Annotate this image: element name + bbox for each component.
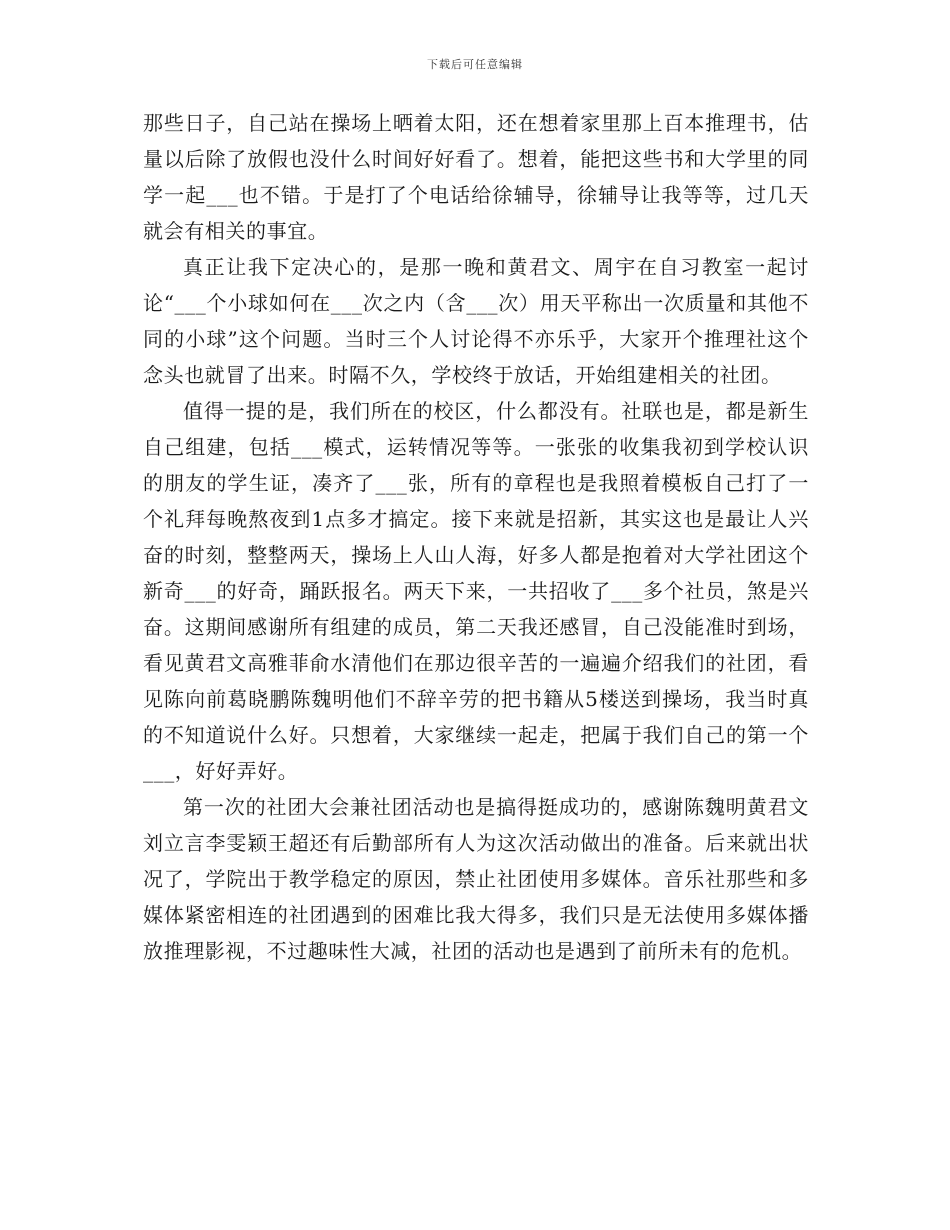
- page-header: 下载后可任意编辑: [427, 58, 523, 71]
- document-body: [143, 105, 809, 969]
- paragraph-3: 值得一提的是，我们所在的校区，什么都没有。社联也是，都是新生自己组建，包括___模式，运转情况等等。一张张的收集我初到学校认识的朋友的学生证，凑齐了___张，所有的章程也是我照着模板自己打了一个礼拜每晚熬夜到1点多才搞定。接下来就是招新，其实这也是最让人兴奋的时刻，整整两天，操场上人山人海，好多人都是抱着对大学社团这个新奇___的好奇，踊跃报名。两天下来，一共招收了___多个社员，煞是兴奋。这期间感谢所有组建的成员，第二天我还感冒，自己没能准时到场，看见黄君文高雅菲俞水清他们在那边很辛苦的一遍遍介绍我们的社团，看见陈向前葛晓鹏陈魏明他们不辞辛劳的把书籍从5楼送到操场，我当时真的不知道说什么好。只想着，大家继续一起走，把属于我们自己的第一个___，好好弄好。: [143, 399, 809, 783]
- paragraph-1: 那些日子，自己站在操场上晒着太阳，还在想着家里那上百本推理书，估量以后除了放假也没什么时间好好看了。想着，能把这些书和大学里的同学一起___也不错。于是打了个电话给徐辅导，徐辅导让我等等，过几天就会有相关的事宜。: [143, 111, 809, 243]
- paragraph-2: 真正让我下定决心的，是那一晚和黄君文、周宇在自习教室一起讨论“___个小球如何在___次之内（含___次）用天平称出一次质量和其他不同的小球”这个问题。当时三个人讨论得不亦乐乎，大家开个推理社这个念头也就冒了出来。时隔不久，学校终于放话，开始组建相关的社团。: [143, 255, 809, 387]
- paragraph-4: 第一次的社团大会兼社团活动也是搞得挺成功的，感谢陈魏明黄君文刘立言李雯颖王超还有后勤部所有人为这次活动做出的准备。后来就出状况了，学院出于教学稳定的原因，禁止社团使用多媒体。音乐社那些和多媒体紧密相连的社团遇到的困难比我大得多，我们只是无法使用多媒体播放推理影视，不过趣味性大减，社团的活动也是遇到了前所未有的危机。: [143, 795, 809, 963]
